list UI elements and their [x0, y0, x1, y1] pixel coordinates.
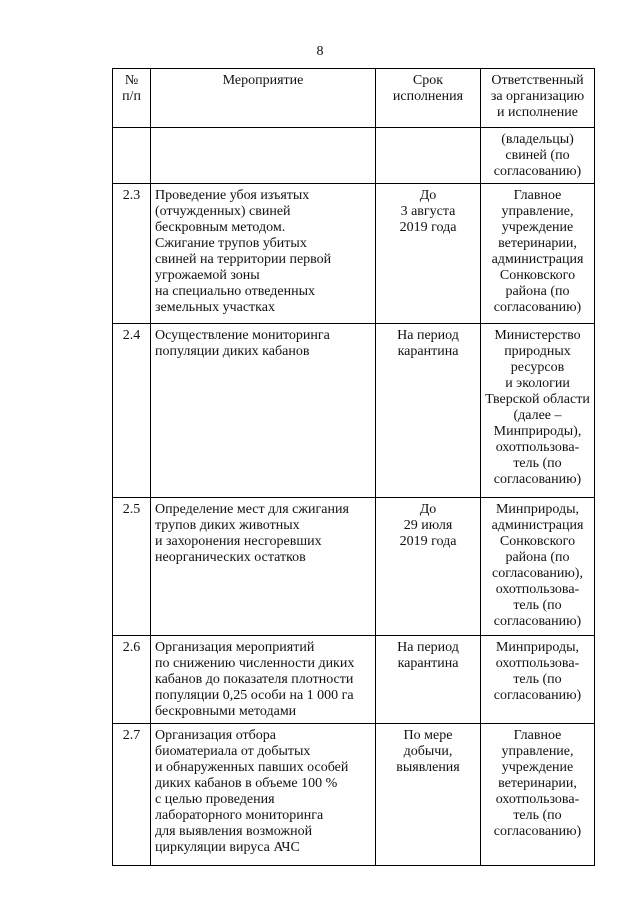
- row-responsible: Главное управление, учреждение ветеринарии, охотпользова- тель (по согласованию): [481, 724, 595, 866]
- row-term: До 29 июля 2019 года: [376, 498, 481, 636]
- row-event: Организация отбора биоматериала от добытых и обнаруженных павших особей диких кабанов в объеме 100 % с целью проведения лабораторного мониторинга для выявления возможной циркуляции вируса АЧС: [151, 724, 376, 866]
- row-number: [113, 128, 151, 184]
- row-responsible: Министерство природных ресурсов и экологии Тверской области (далее – Минприроды), охотпользова- тель (по согласованию): [481, 324, 595, 498]
- row-responsible: Минприроды, администрация Сонковского района (по согласованию), охотпользова- тель (по согласованию): [481, 498, 595, 636]
- row-term: На период карантина: [376, 324, 481, 498]
- row-event: Проведение убоя изъятых (отчужденных) свиней бескровным методом. Сжигание трупов убитых свиней на территории первой угрожаемой зоны на специально отведенных земельных участках: [151, 184, 376, 324]
- row-responsible: Главное управление, учреждение ветеринарии, администрация Сонковского района (по согласованию): [481, 184, 595, 324]
- row-event: Осуществление мониторинга популяции диких кабанов: [151, 324, 376, 498]
- row-number: 2.4: [113, 324, 151, 498]
- page-number: 8: [316, 44, 324, 59]
- row-term: По мере добычи, выявления: [376, 724, 481, 866]
- measures-table: [112, 68, 595, 866]
- row-event: Организация мероприятий по снижению численности диких кабанов до показателя плотности популяции 0,25 особи на 1 000 га бескровными методами: [151, 636, 376, 724]
- header-term: Срок исполнения: [376, 69, 481, 128]
- row-responsible: Минприроды, охотпользова- тель (по согласованию): [481, 636, 595, 724]
- table-header-row: [113, 69, 595, 128]
- header-number: № п/п: [113, 69, 151, 128]
- row-event: [151, 128, 376, 184]
- row-number: 2.7: [113, 724, 151, 866]
- table-row: [113, 636, 595, 724]
- row-term: На период карантина: [376, 636, 481, 724]
- row-number: 2.6: [113, 636, 151, 724]
- header-responsible: Ответственный за организацию и исполнение: [481, 69, 595, 128]
- header-event: Мероприятие: [151, 69, 376, 128]
- row-term: До 3 августа 2019 года: [376, 184, 481, 324]
- table-row: [113, 128, 595, 184]
- table-row: [113, 324, 595, 498]
- row-term: [376, 128, 481, 184]
- row-event: Определение мест для сжигания трупов диких животных и захоронения несгоревших неорганических остатков: [151, 498, 376, 636]
- row-responsible: (владельцы) свиней (по согласованию): [481, 128, 595, 184]
- table-row: [113, 498, 595, 636]
- table-row: [113, 724, 595, 866]
- row-number: 2.3: [113, 184, 151, 324]
- table-row: [113, 184, 595, 324]
- row-number: 2.5: [113, 498, 151, 636]
